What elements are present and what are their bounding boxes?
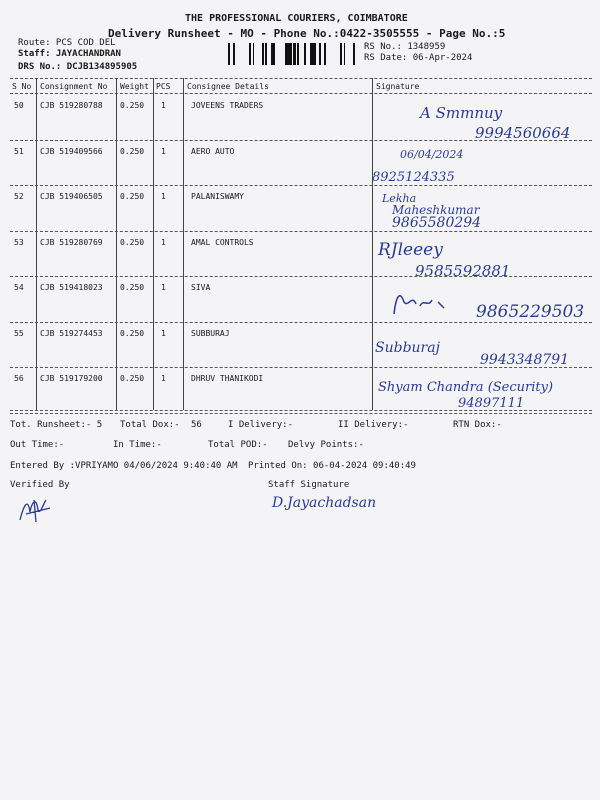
col-pcs: PCS [156,82,171,91]
row-sno: 50 [14,101,24,110]
row-consignee: SIVA [191,283,211,292]
handwritten-signature: Lekha [382,192,417,205]
row-consignment-no: CJB 519274453 [40,328,103,338]
handwritten-signature: 9994560664 [475,124,571,142]
row-consignment-no: CJB 519179200 [40,374,103,383]
rs-date: RS Date: 06-Apr-2024 [364,53,473,63]
row-weight: 0.250 [120,283,145,292]
row-weight: 0.250 [120,328,145,338]
table-rule-end [10,410,592,411]
printed-on: Printed On: 06-04-2024 09:40:49 [248,461,416,471]
handwritten-signature: RJleeey [378,240,443,260]
row-sno: 53 [14,237,24,247]
row-consignee: JOVEENS TRADERS [191,101,264,110]
entered-by: Entered By :VPRIYAMO 04/06/2024 9:40:40 AM [10,461,238,471]
handwritten-signature: 9865229503 [476,302,585,322]
handwritten-signature: 9585592881 [415,262,511,280]
row-sno: 55 [14,328,24,338]
row-consignment-no: CJB 519409566 [40,146,103,156]
col-sno: S No [12,82,32,91]
header-rule-top [10,78,592,79]
row-consignment-no: CJB 519406505 [40,192,103,201]
handwritten-signature: 94897111 [458,396,525,411]
total-dox-label: Total Dox:- [120,420,180,430]
row-pcs: 1 [161,101,166,110]
row-sno: 52 [14,192,24,201]
row-weight: 0.250 [120,146,145,156]
row-sno: 54 [14,283,24,292]
col-consignee: Consignee Details [187,82,269,91]
row-divider [10,185,592,186]
handwritten-signature: 9943348791 [480,352,570,368]
row-pcs: 1 [161,192,166,201]
col-divider [116,78,117,410]
barcode [228,43,356,65]
tot-runsheet: Tot. Runsheet:- 5 [10,420,103,430]
row-consignee: DHRUV THANIKODI [191,374,264,383]
row-pcs: 1 [161,374,166,383]
signature-scribble [390,288,450,318]
row-weight: 0.250 [120,237,145,247]
row-consignee: SUBBURAJ [191,328,230,338]
handwritten-signature: Shyam Chandra (Security) [378,380,554,395]
rs-number: RS No.: 1348959 [364,42,446,52]
col-divider [183,78,184,410]
staff-signature: D.Jayachadsan [272,495,377,511]
col-divider [153,78,154,410]
handwritten-signature: 06/04/2024 [400,148,464,161]
verified-by: Verified By [10,480,70,490]
row-consignee: AERO AUTO [191,146,235,156]
handwritten-signature: Subburaj [375,340,440,356]
col-weight: Weight [120,82,149,91]
in-time: In Time:- [113,440,162,450]
i-delivery: I Delivery:- [228,420,294,430]
row-pcs: 1 [161,237,166,247]
row-divider [10,231,592,232]
rtn-dox: RTN Dox:- [453,420,502,430]
handwritten-signature: 8925124335 [372,170,455,185]
col-consignment: Consignment No [40,82,108,91]
header-rule-bottom [10,93,592,94]
delvy-points: Delvy Points:- [288,440,364,450]
row-consignment-no: CJB 519280788 [40,101,103,110]
row-divider [10,413,592,414]
total-pod: Total POD:- [208,440,268,450]
total-dox-value: 56 [191,420,202,430]
row-weight: 0.250 [120,374,145,383]
row-consignment-no: CJB 519280769 [40,237,103,247]
handwritten-signature: A Smmnuy [420,104,503,122]
col-divider [372,78,373,410]
row-weight: 0.250 [120,101,145,110]
row-consignee: AMAL CONTROLS [191,237,254,247]
row-sno: 56 [14,374,24,383]
staff-text: Staff: JAYACHANDRAN [18,49,121,59]
drs-number: DRS No.: DCJB134895905 [18,62,138,72]
company-name: THE PROFESSIONAL COURIERS, COIMBATORE [185,13,408,24]
staff-signature-label: Staff Signature [268,480,350,490]
row-sno: 51 [14,146,24,156]
col-divider [36,78,37,410]
ii-delivery: II Delivery:- [338,420,409,430]
route-text: Route: PCS COD DEL [18,38,116,48]
col-signature: Signature [376,82,420,91]
row-pcs: 1 [161,283,166,292]
row-pcs: 1 [161,146,166,156]
runsheet-title: Delivery Runsheet - MO - Phone No.:0422-3505555 - Page No.:5 [108,27,506,40]
handwritten-signature: Maheshkumar [392,203,480,217]
row-consignment-no: CJB 519418023 [40,283,103,292]
handwritten-signature: 9865580294 [392,215,482,231]
row-consignee: PALANISWAMY [191,192,244,201]
row-weight: 0.250 [120,192,145,201]
row-pcs: 1 [161,328,166,338]
out-time: Out Time:- [10,440,65,450]
verified-signature [16,494,56,524]
